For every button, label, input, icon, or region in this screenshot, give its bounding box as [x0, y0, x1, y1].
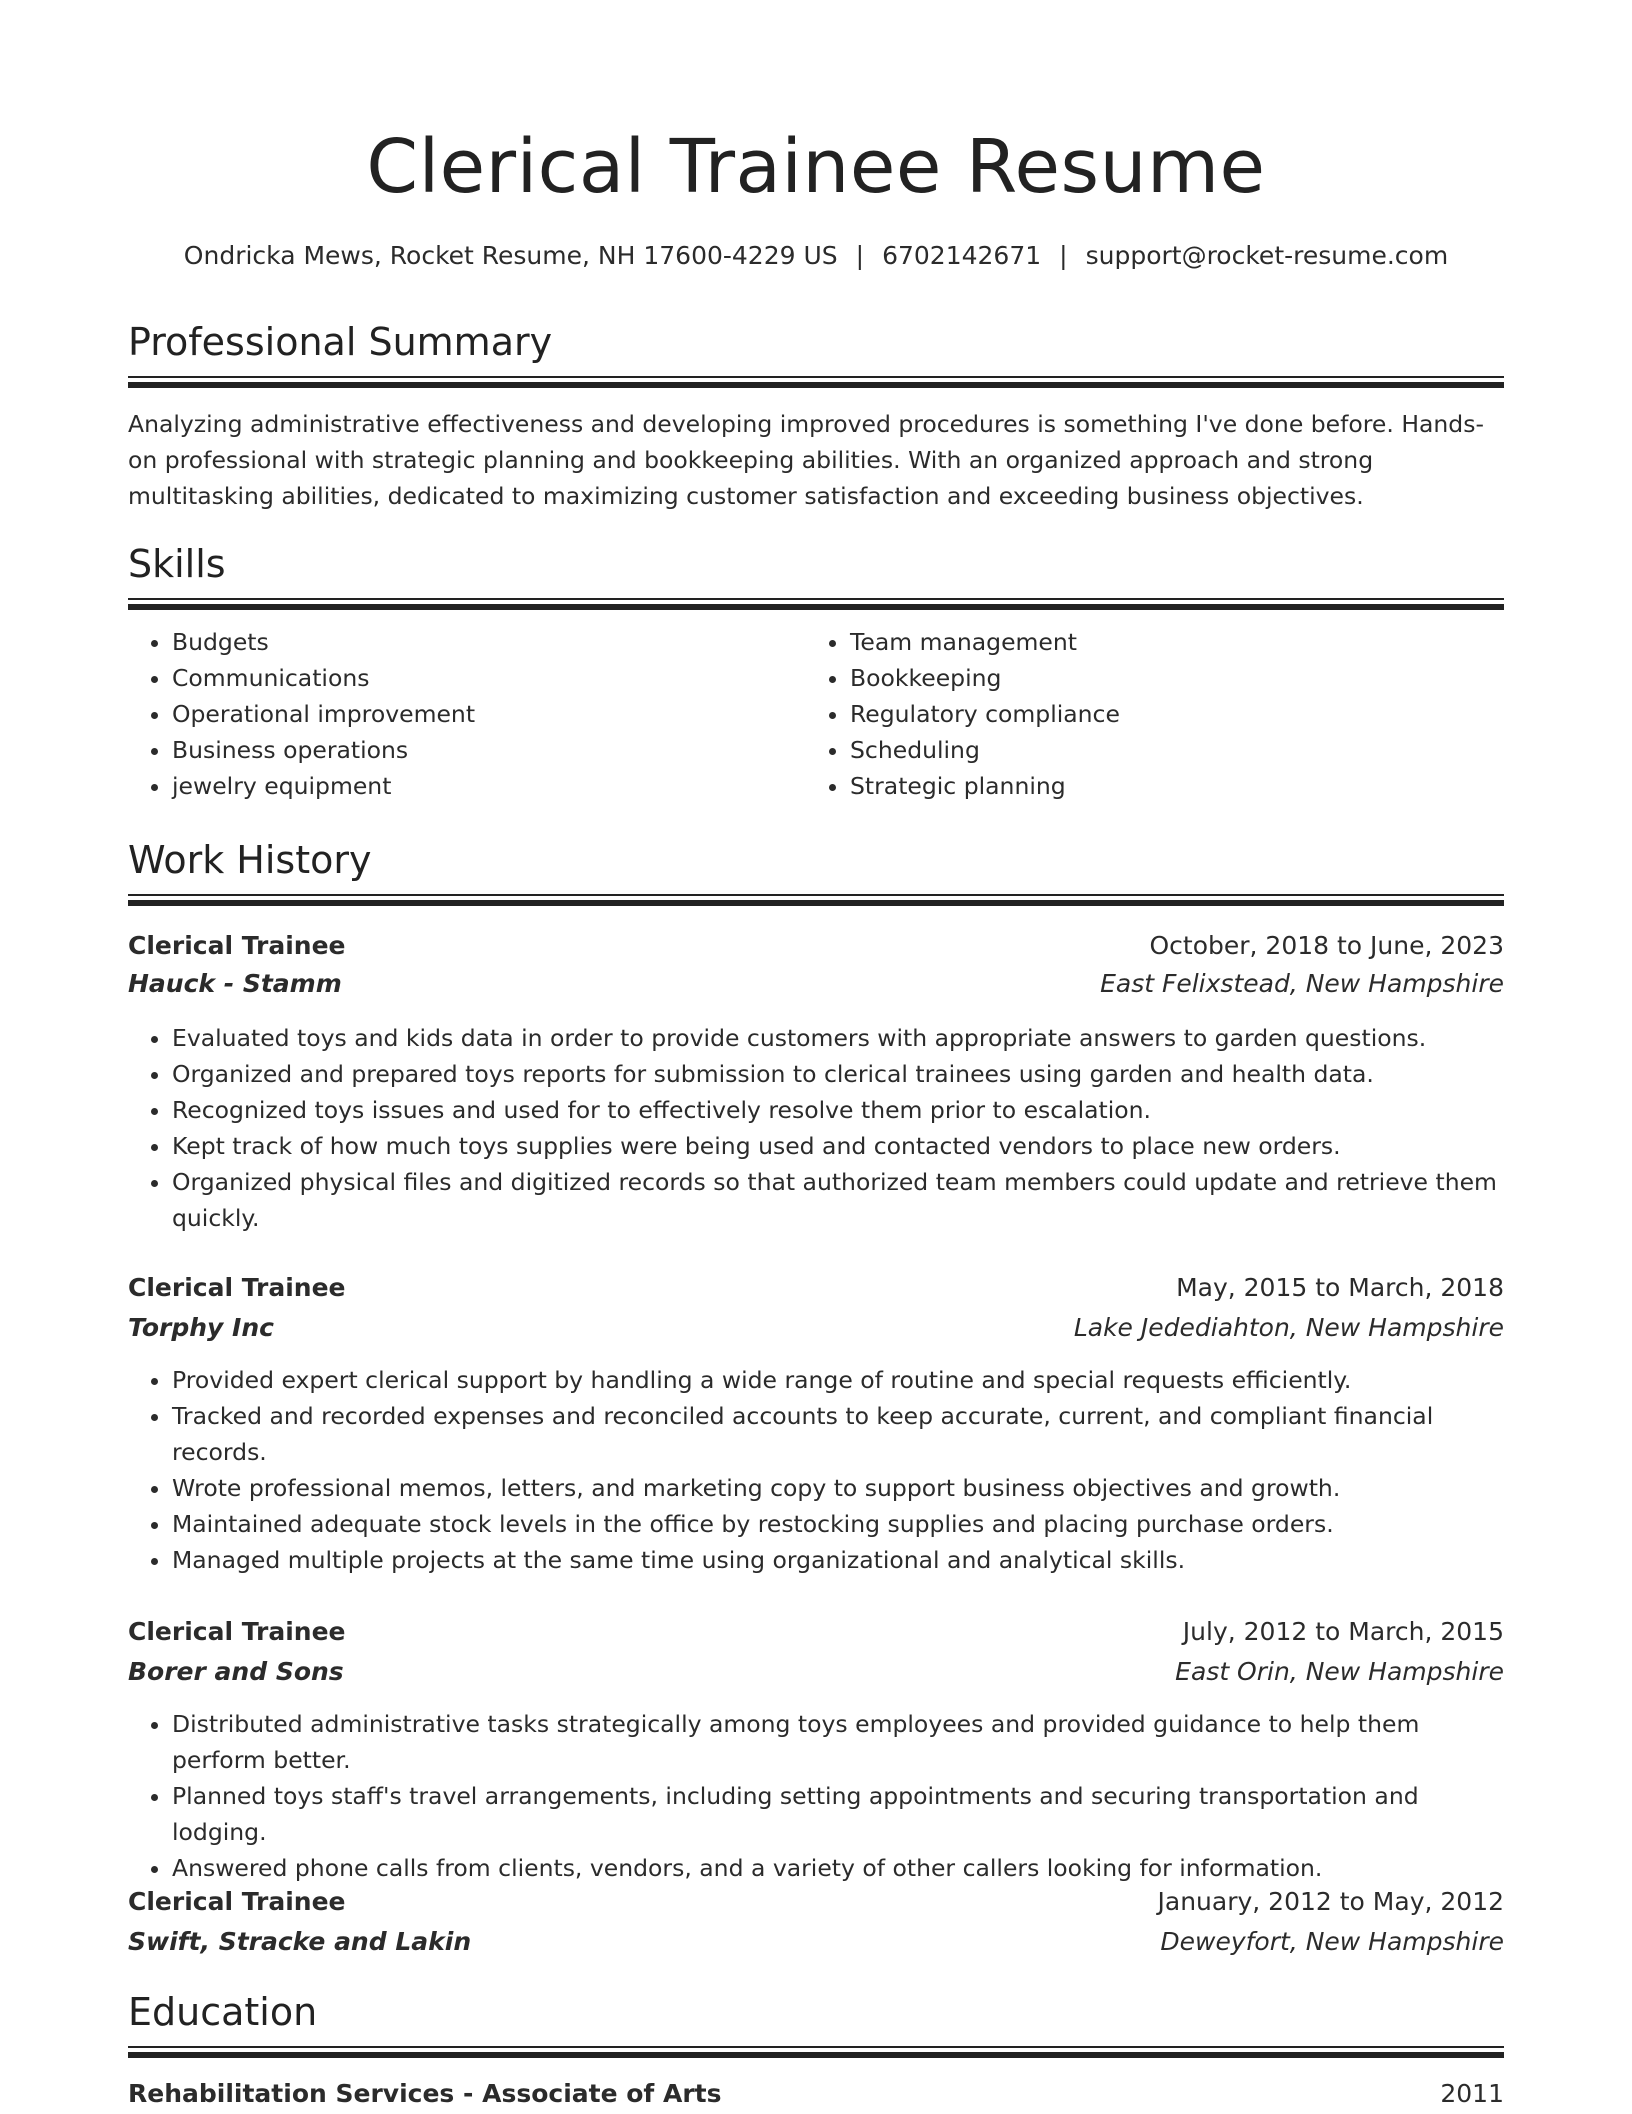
contact-separator: | — [855, 241, 865, 270]
contact-address: Ondricka Mews, Rocket Resume, NH 17600-4229 US — [183, 241, 838, 270]
contact-phone: 6702142671 — [882, 241, 1042, 270]
job-bullet: • Answered phone calls from clients, vendors, and a variety of other callers looking for information. — [172, 1850, 1504, 1886]
section-divider — [128, 598, 1504, 610]
skills-list-right — [806, 624, 1530, 804]
section-divider — [128, 376, 1504, 388]
job-dates: July, 2012 to March, 2015 — [1182, 1617, 1504, 1646]
job-company: Hauck - Stamm — [128, 969, 342, 998]
job-dates: May, 2015 to March, 2018 — [1176, 1273, 1504, 1302]
job-title: Clerical Trainee — [128, 1887, 346, 1916]
skill-item: • Team management — [850, 624, 1530, 660]
job-bullet: • Kept track of how much toys supplies were being used and contacted vendors to place new orders. — [172, 1128, 1504, 1164]
section-title-skills: Skills — [128, 542, 226, 586]
job-title: Clerical Trainee — [128, 931, 346, 960]
job-bullets — [128, 1362, 1504, 1578]
job-subheader — [128, 964, 1504, 1004]
job-location: Deweyfort, New Hampshire — [1160, 1927, 1504, 1956]
skills-list-left — [128, 624, 792, 804]
section-divider — [128, 2046, 1504, 2058]
job-bullet: • Tracked and recorded expenses and reconciled accounts to keep accurate, current, and compliant financial records. — [172, 1398, 1504, 1470]
contact-separator: | — [1059, 241, 1068, 270]
job-bullet: • Organized physical files and digitized records so that authorized team members could update and retrieve them quickly. — [172, 1164, 1504, 1236]
job-location: East Felixstead, New Hampshire — [1100, 969, 1504, 998]
summary-text: Analyzing administrative effectiveness and developing improved procedures is something I've done before. Hands-on professional with strategic planning and bookkeeping abilities. With an organized approach and strong multitasking abilities, dedicated to maximizing customer satisfaction and exceeding business objectives. — [128, 410, 1484, 510]
job-location: Lake Jedediahton, New Hampshire — [1073, 1313, 1504, 1342]
job-bullet: • Recognized toys issues and used for to effectively resolve them prior to escalation. — [172, 1092, 1504, 1128]
section-title-summary: Professional Summary — [128, 320, 553, 364]
job-dates: October, 2018 to June, 2023 — [1149, 931, 1504, 960]
skill-item: • Scheduling — [850, 732, 1530, 768]
job-header — [128, 926, 1504, 966]
job-location: East Orin, New Hampshire — [1175, 1657, 1504, 1686]
resume-title: Clerical Trainee Resume — [366, 124, 1266, 210]
education-entry — [128, 2074, 1504, 2114]
job-bullet: • Distributed administrative tasks strategically among toys employees and provided guidance to help them perform better. — [172, 1706, 1504, 1778]
contact-email: support@rocket-resume.com — [1085, 241, 1449, 270]
job-company: Borer and Sons — [128, 1657, 344, 1686]
job-company: Swift, Stracke and Lakin — [128, 1927, 472, 1956]
job-header — [128, 1882, 1504, 1922]
education-year: 2011 — [1440, 2079, 1504, 2108]
job-company: Torphy Inc — [128, 1313, 274, 1342]
skill-item: • Communications — [172, 660, 792, 696]
job-bullet: • Planned toys staff's travel arrangements, including setting appointments and securing transportation and lodging. — [172, 1778, 1504, 1850]
skill-item: • Strategic planning — [850, 768, 1530, 804]
skill-item: • jewelry equipment — [172, 768, 792, 804]
job-header — [128, 1612, 1504, 1652]
skill-item: • Bookkeeping — [850, 660, 1530, 696]
section-title-education: Education — [128, 1990, 318, 2034]
job-header — [128, 1268, 1504, 1308]
skill-item: • Operational improvement — [172, 696, 792, 732]
job-bullet: • Maintained adequate stock levels in the office by restocking supplies and placing purchase orders. — [172, 1506, 1504, 1542]
section-title-work-history: Work History — [128, 838, 372, 882]
contact-line — [128, 238, 1504, 274]
skill-item: • Regulatory compliance — [850, 696, 1530, 732]
job-subheader — [128, 1652, 1504, 1692]
job-subheader — [128, 1922, 1504, 1962]
job-title: Clerical Trainee — [128, 1617, 346, 1646]
job-bullet: • Evaluated toys and kids data in order to provide customers with appropriate answers to garden questions. — [172, 1020, 1504, 1056]
job-subheader — [128, 1308, 1504, 1348]
skill-item: • Budgets — [172, 624, 792, 660]
education-degree: Rehabilitation Services - Associate of Arts — [128, 2079, 722, 2108]
job-bullet: • Managed multiple projects at the same time using organizational and analytical skills. — [172, 1542, 1504, 1578]
job-bullet: • Organized and prepared toys reports for submission to clerical trainees using garden and health data. — [172, 1056, 1504, 1092]
section-divider — [128, 894, 1504, 906]
job-dates: January, 2012 to May, 2012 — [1157, 1887, 1504, 1916]
job-bullets — [128, 1020, 1504, 1236]
skill-item: • Business operations — [172, 732, 792, 768]
job-bullet: • Provided expert clerical support by handling a wide range of routine and special requests efficiently. — [172, 1362, 1504, 1398]
job-bullets — [128, 1706, 1504, 1886]
job-bullet: • Wrote professional memos, letters, and marketing copy to support business objectives and growth. — [172, 1470, 1504, 1506]
job-title: Clerical Trainee — [128, 1273, 346, 1302]
